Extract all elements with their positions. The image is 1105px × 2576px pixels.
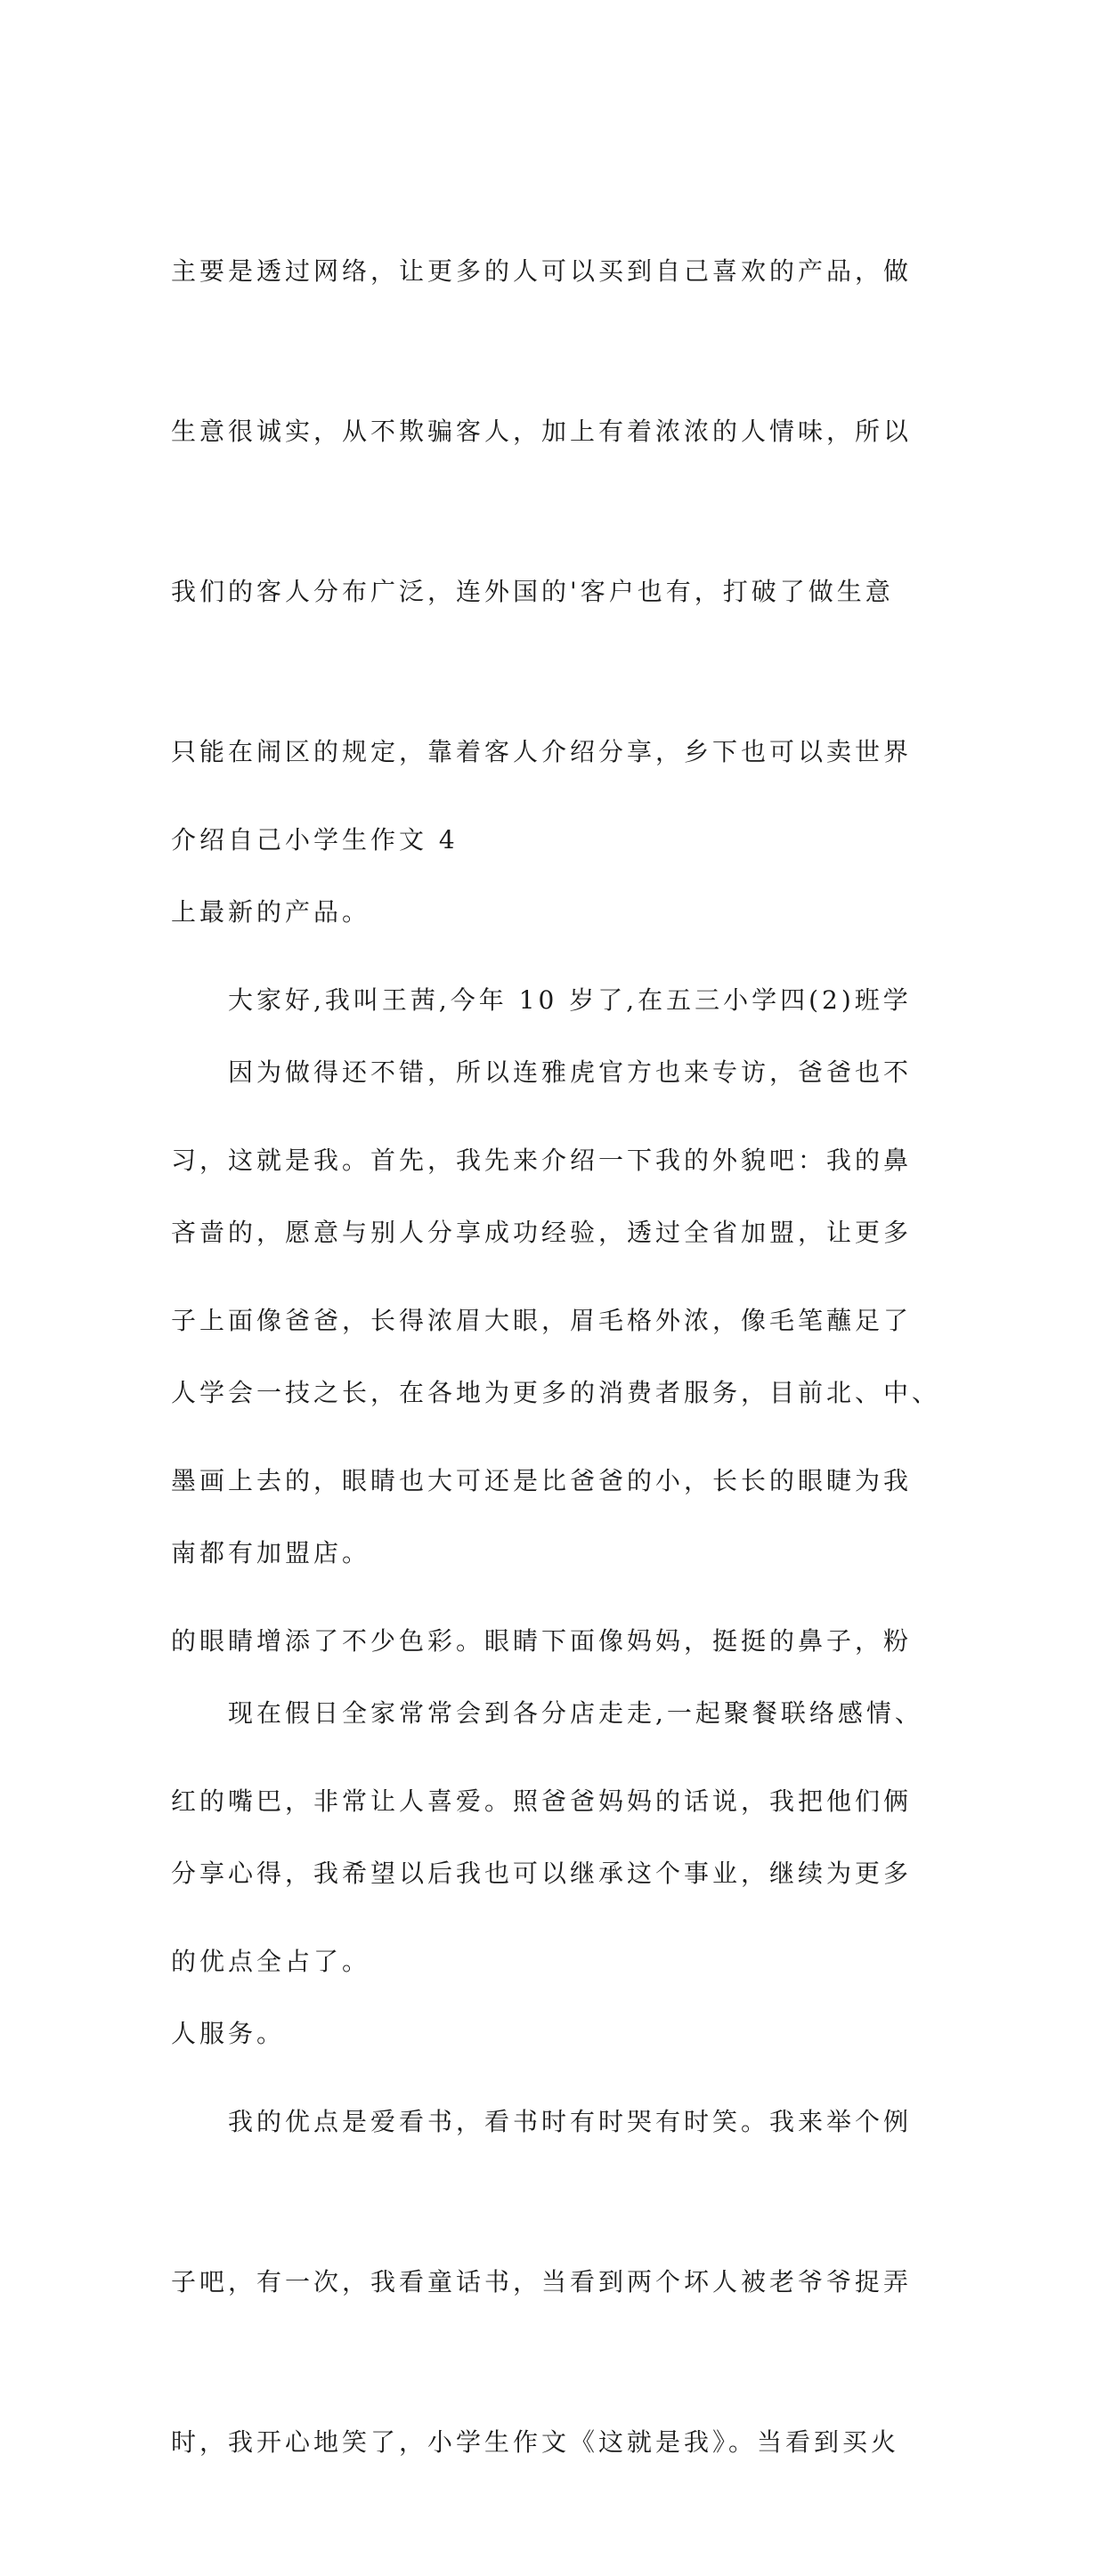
text-line: 现在假日全家常常会到各分店走走,一起聚餐联络感情、 <box>171 1698 923 1728</box>
text-line: 我们的客人分布广泛，连外国的'客户也有，打破了做生意 <box>171 577 894 606</box>
text-line: 生意很诚实，从不欺骗客人，加上有着浓浓的人情味，所以 <box>171 417 913 446</box>
essay-heading: 介绍自己小学生作文 4 <box>171 825 459 855</box>
text-line: 因为做得还不错，所以连雅虎官方也来专访，爸爸也不 <box>171 1057 913 1087</box>
text-line: 墨画上去的，眼睛也大可还是比爸爸的小，长长的眼睫为我 <box>171 1466 913 1495</box>
essay-section-2 <box>171 867 941 2576</box>
text-line: 我的优点是爱看书，看书时有时哭有时笑。我来举个例 <box>171 2107 913 2136</box>
text-line: 习，这就是我。首先，我先来介绍一下我的外貌吧：我的鼻 <box>171 1146 913 1175</box>
text-line: 分享心得，我希望以后我也可以继承这个事业，继续为更多 <box>171 1859 913 1888</box>
text-line: 南都有加盟店。 <box>171 1538 371 1567</box>
text-line: 人服务。 <box>171 2019 286 2048</box>
text-line: 吝啬的，愿意与别人分享成功经验，透过全省加盟，让更多 <box>171 1218 913 1247</box>
text-line: 的优点全占了。 <box>171 1947 371 1976</box>
text-line: 主要是透过网络，让更多的人可以买到自己喜欢的产品，做 <box>171 256 913 286</box>
text-line: 子上面像爸爸，长得浓眉大眼，眉毛格外浓，像毛笔蘸足了 <box>171 1306 913 1335</box>
text-line: 时，我开心地笑了，小学生作文《这就是我》。当看到买火 <box>171 2427 900 2457</box>
text-line: 子吧，有一次，我看童话书，当看到两个坏人被老爷爷捉弄 <box>171 2267 913 2297</box>
text-line: 的眼睛增添了不少色彩。眼睛下面像妈妈，挺挺的鼻子，粉 <box>171 1626 913 1656</box>
text-line: 只能在闹区的规定，靠着客人介绍分享，乡下也可以卖世界 <box>171 737 913 766</box>
text-line: 人学会一技之长，在各地为更多的消费者服务，目前北、中、 <box>171 1378 941 1407</box>
text-line: 大家好,我叫王茜,今年 10 岁了,在五三小学四(2)班学 <box>171 985 912 1015</box>
text-line: 上最新的产品。 <box>171 897 371 927</box>
text-line: 红的嘴巴，非常让人喜爱。照爸爸妈妈的话说，我把他们俩 <box>171 1786 913 1816</box>
